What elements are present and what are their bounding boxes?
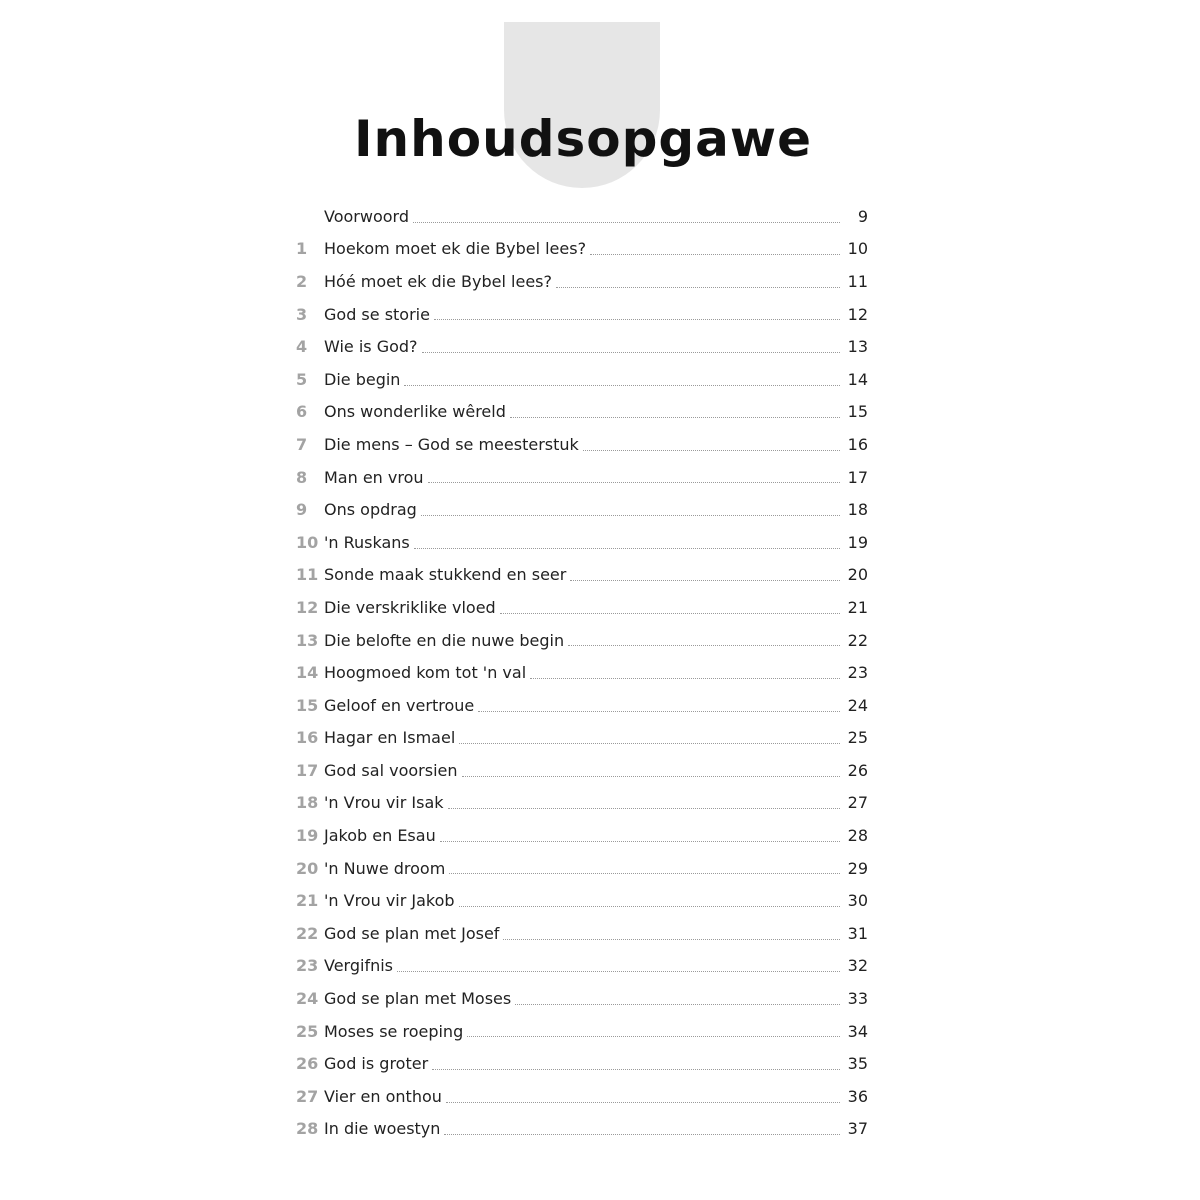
chapter-number: 2	[296, 271, 308, 291]
chapter-number: 7	[296, 434, 308, 454]
chapter-title: God se storie	[324, 304, 430, 324]
toc-entry	[296, 591, 868, 624]
table-of-contents	[296, 200, 868, 1145]
page-number: 27	[847, 793, 868, 813]
chapter-title: 'n Nuwe droom	[324, 858, 446, 878]
dot-leader	[503, 938, 840, 940]
page-number: 29	[847, 858, 868, 878]
dot-leader	[515, 1003, 840, 1005]
page-number: 35	[847, 1054, 868, 1074]
page-number: 18	[847, 500, 868, 520]
chapter-title: Hoekom moet ek die Bybel lees?	[324, 239, 587, 259]
page-number: 21	[847, 597, 868, 617]
page-number: 14	[847, 369, 868, 389]
toc-entry	[296, 493, 868, 526]
dot-leader	[570, 579, 840, 581]
page-number: 37	[847, 1119, 868, 1139]
chapter-number: 26	[296, 1054, 319, 1074]
chapter-title: In die woestyn	[324, 1119, 441, 1139]
chapter-number: 3	[296, 304, 308, 324]
dot-leader	[459, 742, 840, 744]
toc-entry	[296, 754, 868, 787]
page-number: 13	[847, 337, 868, 357]
chapter-title: Moses se roeping	[324, 1021, 464, 1041]
chapter-number: 1	[296, 239, 308, 259]
page-number: 10	[847, 239, 868, 259]
chapter-title: God is groter	[324, 1054, 429, 1074]
chapter-number: 18	[296, 793, 319, 813]
toc-entry	[296, 884, 868, 917]
chapter-title: 'n Vrou vir Jakob	[324, 891, 455, 911]
toc-entry	[296, 298, 868, 331]
chapter-number: 5	[296, 369, 308, 389]
toc-entry	[296, 330, 868, 363]
page-number: 24	[847, 695, 868, 715]
chapter-number: 22	[296, 923, 319, 943]
chapter-number: 10	[296, 532, 319, 552]
toc-entry	[296, 233, 868, 266]
toc-entry	[296, 852, 868, 885]
chapter-title: Die mens – God se meesterstuk	[324, 434, 579, 454]
page-number: 33	[847, 989, 868, 1009]
chapter-number: 27	[296, 1086, 319, 1106]
chapter-title: God sal voorsien	[324, 760, 458, 780]
chapter-number: 28	[296, 1119, 319, 1139]
dot-leader	[462, 775, 841, 777]
chapter-title: Hóé moet ek die Bybel lees?	[324, 271, 552, 291]
chapter-number: 16	[296, 728, 319, 748]
chapter-number: 9	[296, 500, 308, 520]
dot-leader	[444, 1133, 840, 1135]
dot-leader	[440, 840, 840, 842]
chapter-title: Jakob en Esau	[324, 826, 436, 846]
toc-entry	[296, 1080, 868, 1113]
chapter-title: Die belofte en die nuwe begin	[324, 630, 565, 650]
dot-leader	[556, 286, 840, 288]
chapter-number: 11	[296, 565, 319, 585]
chapter-title: God se plan met Josef	[324, 923, 500, 943]
dot-leader	[404, 384, 840, 386]
dot-leader	[448, 807, 840, 809]
chapter-title: Die begin	[324, 369, 401, 389]
dot-leader	[467, 1035, 840, 1037]
chapter-title: Hagar en Ismael	[324, 728, 456, 748]
toc-entry	[296, 396, 868, 429]
page-number: 9	[857, 206, 868, 226]
page-title: Inhoudsopgawe	[353, 110, 813, 168]
page-number: 30	[847, 891, 868, 911]
dot-leader	[446, 1101, 840, 1103]
chapter-number: 20	[296, 858, 319, 878]
dot-leader	[397, 970, 840, 972]
page-number: 34	[847, 1021, 868, 1041]
chapter-title: Geloof en vertroue	[324, 695, 475, 715]
chapter-title: Hoogmoed kom tot 'n val	[324, 663, 527, 683]
dot-leader	[414, 547, 840, 549]
toc-entry	[296, 559, 868, 592]
toc-entry	[296, 526, 868, 559]
dot-leader	[434, 318, 840, 320]
page-number: 11	[847, 271, 868, 291]
toc-entry	[296, 461, 868, 494]
chapter-title: Sonde maak stukkend en seer	[324, 565, 567, 585]
toc-entry	[296, 200, 868, 233]
dot-leader	[421, 514, 840, 516]
chapter-number: 8	[296, 467, 308, 487]
dot-leader	[500, 612, 840, 614]
chapter-number: 19	[296, 826, 319, 846]
toc-entry	[296, 950, 868, 983]
toc-entry	[296, 265, 868, 298]
dot-leader	[590, 253, 840, 255]
dot-leader	[413, 221, 840, 223]
chapter-title: Vier en onthou	[324, 1086, 442, 1106]
page-number: 23	[847, 663, 868, 683]
toc-entry	[296, 722, 868, 755]
page-number: 32	[847, 956, 868, 976]
chapter-number: 25	[296, 1021, 319, 1041]
toc-entry	[296, 1047, 868, 1080]
chapter-title: 'n Ruskans	[324, 532, 410, 552]
page-number: 12	[847, 304, 868, 324]
dot-leader	[422, 351, 840, 353]
toc-entry	[296, 1015, 868, 1048]
toc-entry	[296, 656, 868, 689]
page-number: 26	[847, 760, 868, 780]
toc-entry	[296, 819, 868, 852]
chapter-number: 12	[296, 597, 319, 617]
toc-entry	[296, 917, 868, 950]
dot-leader	[568, 644, 840, 646]
dot-leader	[428, 481, 840, 483]
chapter-title: Voorwoord	[324, 206, 409, 226]
page-number: 31	[847, 923, 868, 943]
chapter-title: Man en vrou	[324, 467, 424, 487]
page-number: 16	[847, 434, 868, 454]
page-number: 22	[847, 630, 868, 650]
page-number: 15	[847, 402, 868, 422]
page-number: 20	[847, 565, 868, 585]
chapter-number: 4	[296, 337, 308, 357]
chapter-title: God se plan met Moses	[324, 989, 512, 1009]
dot-leader	[583, 449, 840, 451]
dot-leader	[510, 416, 840, 418]
chapter-number: 24	[296, 989, 319, 1009]
toc-entry	[296, 982, 868, 1015]
toc-entry	[296, 787, 868, 820]
page-number: 25	[847, 728, 868, 748]
chapter-title: 'n Vrou vir Isak	[324, 793, 444, 813]
chapter-number: 6	[296, 402, 308, 422]
chapter-number: 17	[296, 760, 319, 780]
chapter-title: Ons wonderlike wêreld	[324, 402, 506, 422]
toc-entry	[296, 689, 868, 722]
chapter-title: Ons opdrag	[324, 500, 417, 520]
toc-entry	[296, 624, 868, 657]
toc-entry	[296, 428, 868, 461]
chapter-number: 21	[296, 891, 319, 911]
page-number: 36	[847, 1086, 868, 1106]
page-number: 28	[847, 826, 868, 846]
dot-leader	[459, 905, 840, 907]
dot-leader	[449, 872, 840, 874]
chapter-title: Vergifnis	[324, 956, 393, 976]
chapter-title: Die verskriklike vloed	[324, 597, 496, 617]
chapter-number: 13	[296, 630, 319, 650]
dot-leader	[432, 1068, 840, 1070]
dot-leader	[530, 677, 840, 679]
dot-leader	[478, 710, 840, 712]
chapter-number: 15	[296, 695, 319, 715]
page-number: 19	[847, 532, 868, 552]
toc-entry	[296, 1113, 868, 1146]
chapter-title: Wie is God?	[324, 337, 418, 357]
chapter-number: 14	[296, 663, 319, 683]
chapter-number: 23	[296, 956, 319, 976]
page-number: 17	[847, 467, 868, 487]
toc-entry	[296, 363, 868, 396]
